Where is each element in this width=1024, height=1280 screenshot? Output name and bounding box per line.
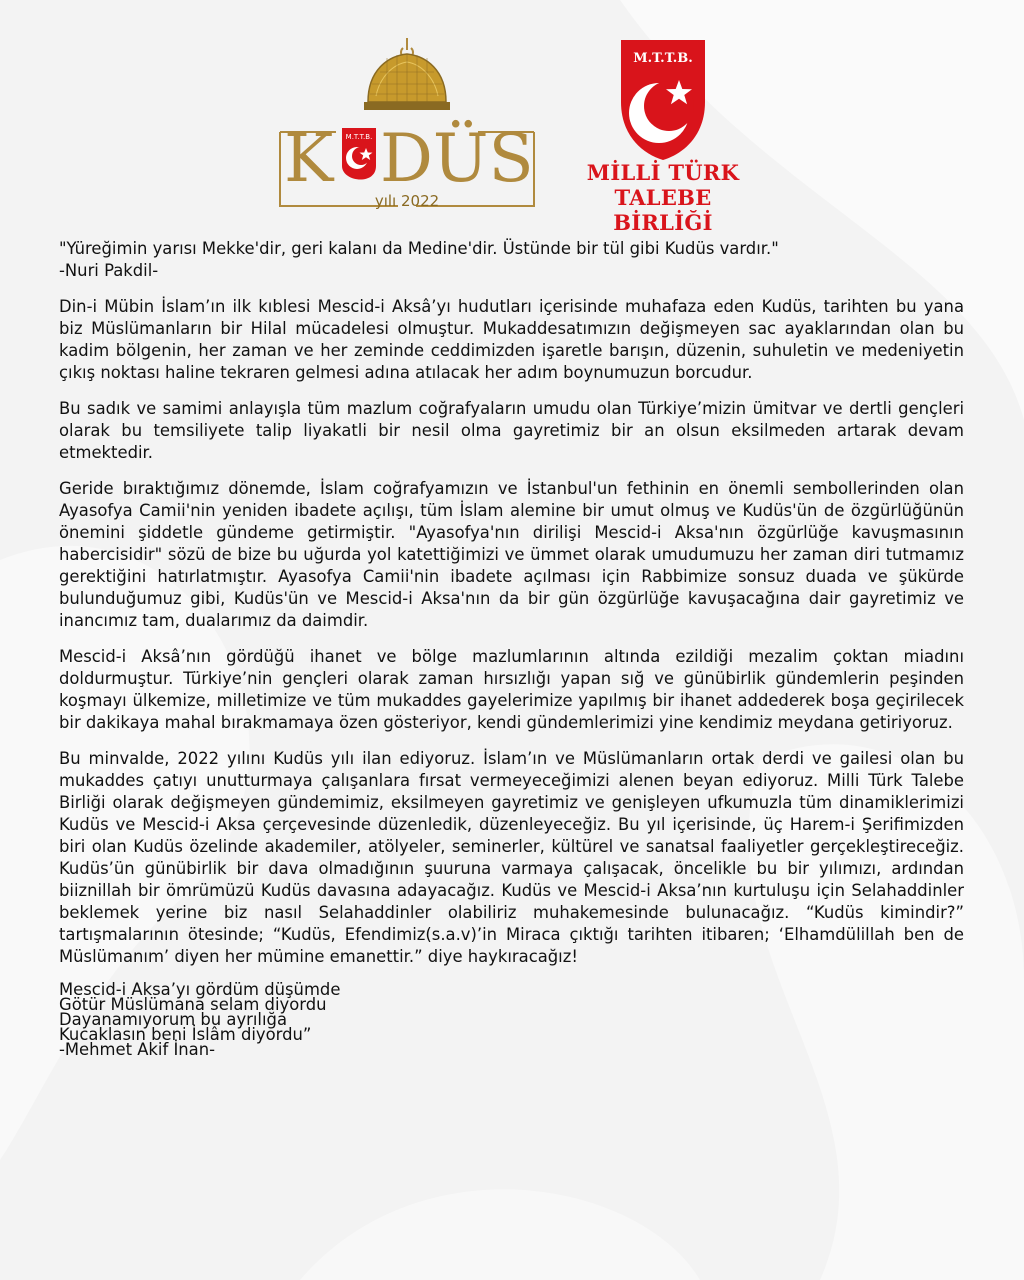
kudus-logo-subtitle: yılı 2022 <box>374 192 440 210</box>
letter-body <box>59 238 964 1071</box>
poem-line: Götür Müslümana selam diyordu <box>59 995 327 1014</box>
svg-text:M.T.T.B.: M.T.T.B. <box>633 51 693 66</box>
paragraph-5: Bu minvalde, 2022 yılını Kudüs yılı ilan ediyoruz. İslam’ın ve Müslümanların ortak derdi ve gailesi olan bu mukaddes çatıyı unutturmaya çalışanlara fırsat vermeyeceğimizi alenen beyan ediyoruz. Milli Türk Talebe Birliği olarak değişmeyen gündemimiz, eksilmeyen gayretimiz ve genişleyen ufkumuzla tüm dinamiklerimizi Kudüs ve Mescid-i Aksa çerçevesinde düzenledik, düzenleyeceğiz. Bu yıl içerisinde, üç Harem-i Şerifimizden biri olan Kudüs özelinde akademiler, atölyeler, seminerler, kültürel ve sanatsal faaliyetler gerçekleştireceğiz. Kudüs’ün günübirlik bir dava olmadığının şuuruna varmaya çalışacak, öncelikle bu bir yılımızı, ardından biiznillah bir ömrümüzü Kudüs davasına adayacağız. Kudüs ve Mescid-i Aksa’nın kurtuluşu için Selahaddinler beklemek yerine biz nasıl Selahaddinler olabiliriz muhakemesinde bulunacağız. “Kudüs kimindir?” tartışmalarının ötesinde; “Kudüs, Efendimiz(s.a.v)’in Miraca çıktığı tarihten itibaren; ‘Elhamdülillah ben de Müslümanım’ diyen her mümine emanettir.” diye haykıracağız! <box>59 749 964 966</box>
poem-line: Mescid-i Aksa’yı gördüm düşümde <box>59 980 341 999</box>
poem-line: Dayanamıyorum bu ayrılığa <box>59 1010 287 1029</box>
mttb-name-line1: MİLLİ TÜRK <box>586 160 740 185</box>
quote-author: -Nuri Pakdil- <box>59 261 159 280</box>
paragraph-3: Geride bıraktığımız dönemde, İslam coğrafyamızın ve İstanbul'un fethinin en önemli sembollerinden olan Ayasofya Camii'nin yeniden ibadete açılışı, tüm İslam alemine bir umut olmuş ve Kudüs'ün de özgürlüğünün önemini şiddetle gündeme getirmiştir. "Ayasofya'nın dirilişi Mescid-i Aksa'nın özgürlüğe kavuşmasının habercisidir" sözü de bize bu uğurda yol katettiğimizi ve ümmet olarak umudumuzu her zaman diri tutmamız gerektiğini hatırlatmıştır. Ayasofya Camii'nin ibadete açılması için Rabbimize sonsuz duada ve şükürde bulunduğumuz gibi, Kudüs'ün ve Mescid-i Aksa'nın da bir gün özgürlüğe kavuşacağına dair gayretimiz ve inancımız tam, dualarımız da daimdir. <box>59 479 964 630</box>
svg-text:M.T.T.B.: M.T.T.B. <box>345 133 373 141</box>
header <box>0 0 1024 235</box>
poem-line: Kucaklasın beni İslâm diyordu” <box>59 1025 312 1044</box>
paragraph-4: Mescid-i Aksâ’nın gördüğü ihanet ve bölge mazlumlarının altında ezildiği mezalim çoktan miadını doldurmuştur. Türkiye’nin gençleri olarak zaman hırsızlığı yapan sığ ve günübirlik gündemlerin peşinden koşmayı ülkemize, milletimize ve tüm mukaddes gayelerimize yapılmış bir ihanet addederek boşa geçirilecek bir dakikaya mahal bırakmamaya özen gösteriyor, kendi gündemlerimizi yine kendimiz meydana getiriyoruz. <box>59 647 964 732</box>
svg-text:DÜS: DÜS <box>380 120 534 197</box>
paragraph-1: Din-i Mübin İslam’ın ilk kıblesi Mescid-i Aksâ’yı hudutları içerisinde muhafaza eden Kudüs, tarihten bu yana biz Müslümanların bir Hilal mücadelesi olmuştur. Mukaddesatımızın değişmeyen sac ayaklarından olan bu kadim bölgenin, her zaman ve her zeminde ceddimizden işaretle barışın, düzenin, suhuletin ve medeniyetin çıkış noktası haline tekraren gelmesi adına atılacak her adım boynumuzun borcudur. <box>59 297 964 382</box>
quote-text: "Yüreğimin yarısı Mekke'dir, geri kalanı da Medine'dir. Üstünde bir tül gibi Kudüs vardır." <box>59 239 779 258</box>
paragraph-2: Bu sadık ve samimi anlayışla tüm mazlum coğrafyaların umudu olan Türkiye’mizin ümitvar ve dertli gençleri olarak bu temsiliyete talip liyakatli bir nesil olma gayretimiz bir an olsun eksilmeden artarak devam etmektedir. <box>59 399 964 462</box>
closing-poem <box>59 982 964 1057</box>
mttb-logo <box>573 40 753 235</box>
poem-author: -Mehmet Akif İnan- <box>59 1040 216 1059</box>
mttb-shield-icon <box>573 40 753 160</box>
opening-quote <box>59 238 964 282</box>
svg-text:K: K <box>284 120 334 197</box>
mttb-name-line2: TALEBE BİRLİĞİ <box>613 185 713 235</box>
kudus-yili-logo <box>276 36 538 214</box>
